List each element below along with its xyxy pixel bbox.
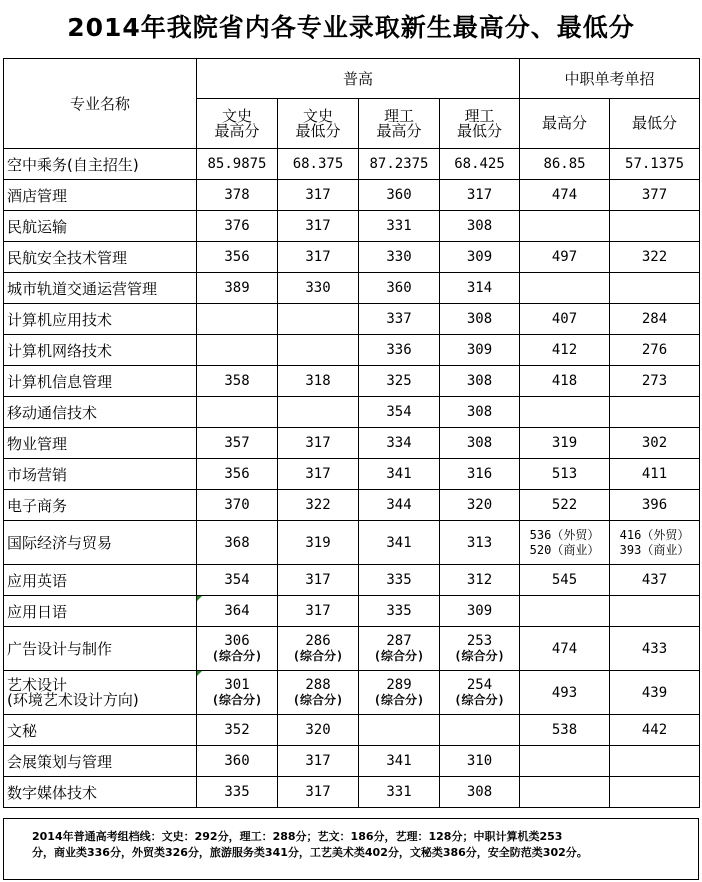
score-cell: 522 — [520, 490, 610, 521]
score-cell: 309 — [440, 335, 520, 366]
table-row — [4, 565, 700, 596]
score-cell: 336 — [359, 335, 440, 366]
score-cell — [610, 596, 700, 627]
score-cell: 493 — [520, 671, 610, 715]
score-cell: 317 — [278, 565, 359, 596]
score-cell: 370 — [197, 490, 278, 521]
col-header: 文史 最高分 — [197, 99, 278, 149]
score-cell: 317 — [278, 777, 359, 808]
score-cell — [610, 211, 700, 242]
table-row — [4, 777, 700, 808]
score-cell: 288 (综合分) — [278, 671, 359, 715]
score-cell: 322 — [610, 242, 700, 273]
score-cell: 341 — [359, 746, 440, 777]
table-row — [4, 459, 700, 490]
col-header: 最低分 — [610, 99, 700, 149]
major-name: 城市轨道交通运营管理 — [4, 273, 197, 304]
score-cell: 331 — [359, 777, 440, 808]
score-cell: 389 — [197, 273, 278, 304]
table-row — [4, 397, 700, 428]
score-cell — [197, 397, 278, 428]
major-name: 国际经济与贸易 — [4, 521, 197, 565]
score-cell: 317 — [278, 242, 359, 273]
score-cell: 368 — [197, 521, 278, 565]
score-cell: 254 (综合分) — [440, 671, 520, 715]
score-cell: 418 — [520, 366, 610, 397]
score-cell: 335 — [359, 565, 440, 596]
footer-line: 2014年普通高考组档线：文史：292分，理工：288分；艺文：186分，艺理：128分；中职计算机类253 — [32, 830, 563, 843]
table-row — [4, 149, 700, 180]
score-cell: 341 — [359, 521, 440, 565]
score-cell: 416（外贸） 393（商业） — [610, 521, 700, 565]
table-row — [4, 428, 700, 459]
score-cell: 354 — [197, 565, 278, 596]
score-cell: 360 — [359, 180, 440, 211]
score-cell — [610, 777, 700, 808]
major-name: 艺术设计 (环境艺术设计方向) — [4, 671, 197, 715]
score-cell: 330 — [359, 242, 440, 273]
score-cell: 335 — [359, 596, 440, 627]
score-cell: 85.9875 — [197, 149, 278, 180]
score-cell: 317 — [278, 746, 359, 777]
score-cell: 407 — [520, 304, 610, 335]
score-cell: 334 — [359, 428, 440, 459]
score-cell — [197, 304, 278, 335]
score-cell: 312 — [440, 565, 520, 596]
table-row — [4, 335, 700, 366]
score-cell: 357 — [197, 428, 278, 459]
score-cell: 358 — [197, 366, 278, 397]
score-cell: 341 — [359, 459, 440, 490]
major-name: 文秘 — [4, 715, 197, 746]
table-row — [4, 671, 700, 715]
score-cell — [359, 715, 440, 746]
score-cell — [278, 397, 359, 428]
score-cell — [610, 397, 700, 428]
score-cell: 412 — [520, 335, 610, 366]
major-name: 计算机应用技术 — [4, 304, 197, 335]
score-cell: 354 — [359, 397, 440, 428]
score-cell: 317 — [440, 180, 520, 211]
score-cell: 319 — [520, 428, 610, 459]
footer-note — [3, 818, 699, 880]
major-name: 民航运输 — [4, 211, 197, 242]
score-cell: 344 — [359, 490, 440, 521]
score-cell: 86.85 — [520, 149, 610, 180]
major-name: 移动通信技术 — [4, 397, 197, 428]
score-cell: 287 (综合分) — [359, 627, 440, 671]
table-row — [4, 596, 700, 627]
score-cell: 317 — [278, 428, 359, 459]
score-cell: 411 — [610, 459, 700, 490]
table-row — [4, 490, 700, 521]
score-cell: 330 — [278, 273, 359, 304]
score-cell: 309 — [440, 242, 520, 273]
score-cell: 310 — [440, 746, 520, 777]
major-name: 计算机网络技术 — [4, 335, 197, 366]
score-cell: 316 — [440, 459, 520, 490]
major-name: 物业管理 — [4, 428, 197, 459]
score-cell: 320 — [278, 715, 359, 746]
major-header: 专业名称 — [4, 59, 197, 149]
score-cell: 545 — [520, 565, 610, 596]
table-row — [4, 715, 700, 746]
major-name: 市场营销 — [4, 459, 197, 490]
col-header: 文史 最低分 — [278, 99, 359, 149]
col-header: 理工 最低分 — [440, 99, 520, 149]
score-cell: 474 — [520, 627, 610, 671]
score-cell: 314 — [440, 273, 520, 304]
score-cell — [520, 746, 610, 777]
major-name: 空中乘务(自主招生) — [4, 149, 197, 180]
score-cell: 364 — [197, 596, 278, 627]
score-cell: 308 — [440, 366, 520, 397]
score-cell: 87.2375 — [359, 149, 440, 180]
score-cell: 352 — [197, 715, 278, 746]
score-cell: 360 — [359, 273, 440, 304]
score-cell: 289 (综合分) — [359, 671, 440, 715]
score-cell — [520, 777, 610, 808]
table-row — [4, 521, 700, 565]
major-name: 民航安全技术管理 — [4, 242, 197, 273]
score-cell: 313 — [440, 521, 520, 565]
score-cell: 273 — [610, 366, 700, 397]
score-cell: 356 — [197, 459, 278, 490]
score-cell: 335 — [197, 777, 278, 808]
scores-table — [3, 58, 700, 808]
score-cell: 317 — [278, 180, 359, 211]
score-cell — [520, 273, 610, 304]
score-cell: 276 — [610, 335, 700, 366]
score-cell: 322 — [278, 490, 359, 521]
score-cell: 317 — [278, 459, 359, 490]
major-name: 电子商务 — [4, 490, 197, 521]
score-cell: 317 — [278, 211, 359, 242]
score-cell — [520, 596, 610, 627]
score-cell: 325 — [359, 366, 440, 397]
score-cell: 437 — [610, 565, 700, 596]
score-cell — [610, 273, 700, 304]
score-cell: 308 — [440, 304, 520, 335]
score-cell: 68.375 — [278, 149, 359, 180]
score-cell: 320 — [440, 490, 520, 521]
score-cell: 378 — [197, 180, 278, 211]
score-cell: 253 (综合分) — [440, 627, 520, 671]
score-cell: 301 (综合分) — [197, 671, 278, 715]
score-cell: 356 — [197, 242, 278, 273]
score-cell: 308 — [440, 777, 520, 808]
major-name: 应用英语 — [4, 565, 197, 596]
score-cell: 309 — [440, 596, 520, 627]
score-cell: 319 — [278, 521, 359, 565]
table-row — [4, 366, 700, 397]
score-cell: 68.425 — [440, 149, 520, 180]
major-name: 计算机信息管理 — [4, 366, 197, 397]
table-row — [4, 211, 700, 242]
col-header: 理工 最高分 — [359, 99, 440, 149]
group-putong-header: 普高 — [197, 59, 520, 99]
score-cell: 308 — [440, 397, 520, 428]
score-cell: 513 — [520, 459, 610, 490]
score-cell — [520, 211, 610, 242]
score-cell: 286 (综合分) — [278, 627, 359, 671]
score-cell: 284 — [610, 304, 700, 335]
major-name: 应用日语 — [4, 596, 197, 627]
score-cell: 317 — [278, 596, 359, 627]
group-zhongzhi-header: 中职单考单招 — [520, 59, 700, 99]
score-cell: 360 — [197, 746, 278, 777]
score-cell: 337 — [359, 304, 440, 335]
major-name: 数字媒体技术 — [4, 777, 197, 808]
score-cell: 377 — [610, 180, 700, 211]
table-row — [4, 304, 700, 335]
score-cell: 302 — [610, 428, 700, 459]
score-cell: 396 — [610, 490, 700, 521]
col-header: 最高分 — [520, 99, 610, 149]
score-cell: 538 — [520, 715, 610, 746]
table-row — [4, 273, 700, 304]
score-cell: 318 — [278, 366, 359, 397]
score-cell: 57.1375 — [610, 149, 700, 180]
footer-line: 分，商业类336分，外贸类326分，旅游服务类341分，工艺美术类402分，文秘类386分，安全防范类302分。 — [32, 846, 588, 859]
major-name: 广告设计与制作 — [4, 627, 197, 671]
table-row — [4, 180, 700, 211]
score-cell: 308 — [440, 211, 520, 242]
score-cell: 439 — [610, 671, 700, 715]
major-name: 会展策划与管理 — [4, 746, 197, 777]
score-cell — [197, 335, 278, 366]
page-title: 2014年我院省内各专业录取新生最高分、最低分 — [67, 13, 635, 42]
score-cell: 442 — [610, 715, 700, 746]
score-cell: 306 (综合分) — [197, 627, 278, 671]
score-cell: 308 — [440, 428, 520, 459]
score-cell: 536（外贸） 520（商业） — [520, 521, 610, 565]
score-cell — [610, 746, 700, 777]
score-cell — [520, 397, 610, 428]
score-cell — [278, 335, 359, 366]
table-row — [4, 627, 700, 671]
score-cell: 433 — [610, 627, 700, 671]
table-row — [4, 242, 700, 273]
score-cell — [278, 304, 359, 335]
score-cell: 376 — [197, 211, 278, 242]
score-cell: 474 — [520, 180, 610, 211]
major-name: 酒店管理 — [4, 180, 197, 211]
score-cell: 331 — [359, 211, 440, 242]
score-cell — [440, 715, 520, 746]
score-cell: 497 — [520, 242, 610, 273]
table-row — [4, 746, 700, 777]
